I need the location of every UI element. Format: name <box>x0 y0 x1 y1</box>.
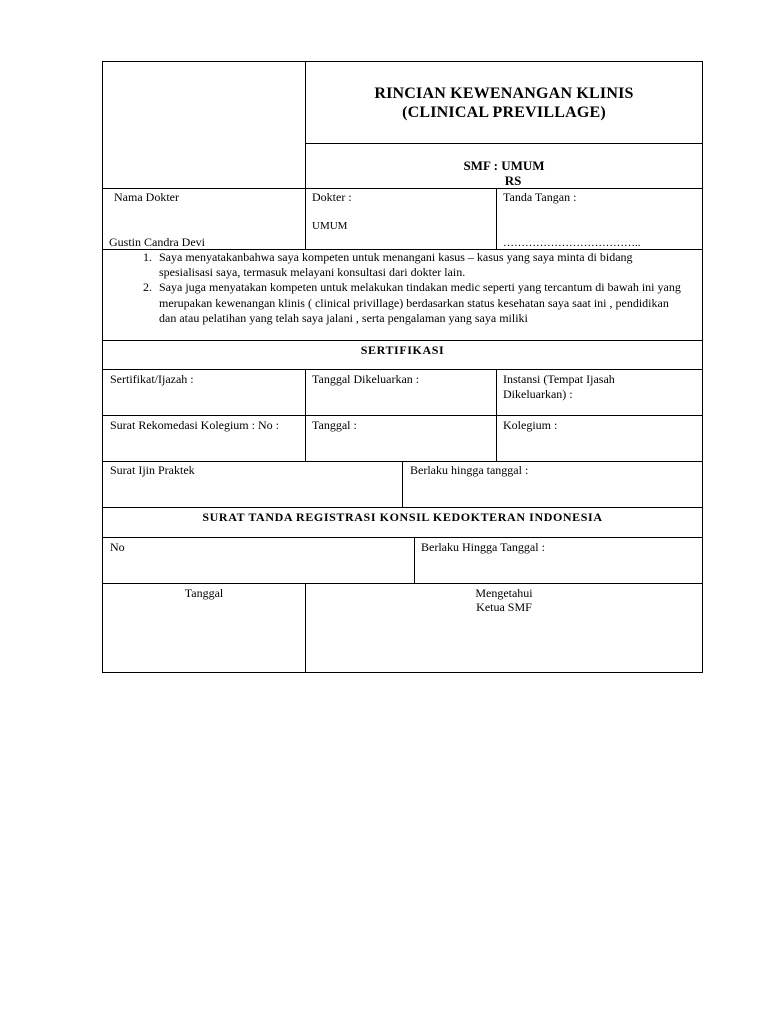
statement-item: 1. Saya menyatakanbahwa saya kompeten untuk menangani kasus – kasus yang saya minta di bidang spesialisasi saya, termasuk melayani konsultasi dari dokter lain. <box>155 250 689 280</box>
border-right <box>702 61 703 673</box>
doctor-divider-2 <box>496 188 497 250</box>
recommendation-label: Surat Rekomedasi Kolegium : No : <box>110 418 279 432</box>
border-left <box>102 61 103 673</box>
issued-date-label: Tanggal Dikeluarkan : <box>312 372 420 386</box>
recommendation-date-label: Tanggal : <box>312 418 357 432</box>
signature-label: Tanda Tangan : <box>503 190 577 204</box>
collegium-label: Kolegium : <box>503 418 558 432</box>
str-heading: SURAT TANDA REGISTRASI KONSIL KEDOKTERAN INDONESIA <box>202 510 603 524</box>
rs-label: RS <box>504 173 522 188</box>
border-top <box>102 61 703 62</box>
statement-list <box>103 250 689 326</box>
sertifikasi-heading: SERTIFIKASI <box>360 343 445 357</box>
statements-bottom <box>102 340 703 341</box>
str-valid-until-label: Berlaku Hingga Tanggal : <box>421 540 545 554</box>
form-title-line2: (CLINICAL PREVILLAGE) <box>402 104 606 121</box>
border-bottom <box>102 672 703 673</box>
smf-block <box>306 158 702 188</box>
certificate-label: Sertifikat/Ijazah : <box>110 372 194 386</box>
str-heading-bottom <box>102 537 703 538</box>
doctor-name-label: Nama Dokter <box>114 190 179 204</box>
str-no-label: No <box>110 540 125 554</box>
cert-row-bottom <box>102 415 703 416</box>
permit-divider <box>402 461 403 508</box>
signature-line[interactable]: ……………………………….. <box>503 237 641 249</box>
doctor-type-value: UMUM <box>312 220 348 232</box>
head-smf-label: Ketua SMF <box>476 600 532 614</box>
acknowledged-label: Mengetahui <box>475 586 533 600</box>
form-title <box>306 84 702 122</box>
doctor-name-value: Gustin Candra Devi <box>109 235 205 249</box>
statements-block <box>103 250 689 326</box>
permit-valid-until-label: Berlaku hingga tanggal : <box>410 463 529 477</box>
practice-permit-label: Surat Ijin Praktek <box>110 463 195 477</box>
statement-item: 2. Saya juga menyatakan kompeten untuk melakukan tindakan medic seperti yang tercantum di bawah ini yang merupakan kewenangan klinis ( clinical privillage) berdasarkan status kesehatan saya saat ini , pendidikan dan atau pelatihan yang telah saya jalani , serta pengalaman yang saya miliki <box>155 280 689 326</box>
header-bottom <box>102 188 703 189</box>
title-divider <box>305 143 703 144</box>
str-row-bottom <box>102 583 703 584</box>
smf-label: SMF : UMUM <box>463 158 545 173</box>
doctor-divider-1 <box>305 188 306 250</box>
footer-acknowledged-block <box>306 586 702 614</box>
sertifikasi-heading-bottom <box>102 369 703 370</box>
str-divider <box>414 537 415 584</box>
institution-label: Instansi (Tempat Ijasah Dikeluarkan) : <box>503 372 615 401</box>
permit-row-bottom <box>102 507 703 508</box>
footer-date-label: Tanggal <box>184 586 224 600</box>
doctor-type-label: Dokter : <box>312 190 352 204</box>
form-title-line1: RINCIAN KEWENANGAN KLINIS <box>374 85 634 102</box>
